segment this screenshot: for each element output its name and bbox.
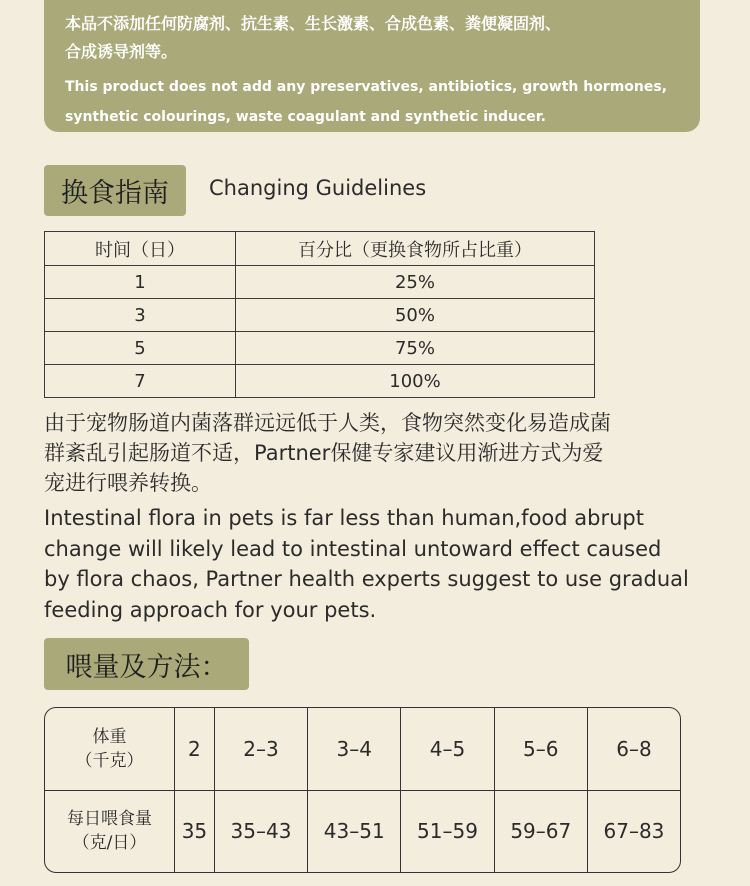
guide-table xyxy=(44,231,595,398)
amount-label-line1: 每日喂食量 xyxy=(67,809,152,830)
guide-header-time: 时间（日） xyxy=(45,232,236,266)
feeding-title: 喂量及方法： xyxy=(44,638,249,690)
amount-row xyxy=(45,790,680,872)
weight-label xyxy=(45,708,175,790)
guide-day: 1 xyxy=(45,266,236,299)
explanation-en-line4: feeding approach for your pets. xyxy=(44,597,377,622)
explanation-en-line3: by flora chaos, Partner health experts suggest to use gradual xyxy=(44,567,689,591)
guide-day: 7 xyxy=(45,365,236,398)
notice-en-line1: This product does not add any preservatives, antibiotics, growth hormones, xyxy=(65,79,668,95)
explanation-zh xyxy=(44,408,704,498)
notice-zh-line1: 本品不添加任何防腐剂、抗生素、生长激素、合成色素、粪便凝固剂、 xyxy=(65,14,562,33)
amount-cell: 51–59 xyxy=(401,790,494,872)
explanation-zh-line1: 由于宠物肠道内菌落群远远低于人类，食物突然变化易造成菌 xyxy=(44,411,611,435)
notice-en-line2: synthetic colourings, waste coagulant and synthetic inducer. xyxy=(65,109,546,125)
amount-label xyxy=(45,790,175,872)
explanation-en xyxy=(44,503,704,625)
guide-title-zh: 换食指南 xyxy=(44,165,186,216)
table-row xyxy=(45,266,595,299)
weight-cell: 4–5 xyxy=(401,708,494,790)
table-row xyxy=(45,332,595,365)
feeding-table-frame xyxy=(44,707,681,873)
weight-label-line2: （千克） xyxy=(75,750,144,771)
guide-header-row xyxy=(45,232,595,266)
amount-cell: 35–43 xyxy=(214,790,307,872)
explanation-zh-line3: 宠进行喂养转换。 xyxy=(44,471,212,495)
feeding-table xyxy=(45,708,680,872)
table-row xyxy=(45,299,595,332)
amount-cell: 67–83 xyxy=(587,790,680,872)
notice-zh-line2: 合成诱导剂等。 xyxy=(65,42,178,61)
guide-title-en: Changing Guidelines xyxy=(209,176,427,200)
guide-percent: 25% xyxy=(236,266,595,299)
guide-header-percent: 百分比（更换食物所占比重） xyxy=(236,232,595,266)
guide-percent: 75% xyxy=(236,332,595,365)
guide-day: 5 xyxy=(45,332,236,365)
guide-percent: 100% xyxy=(236,365,595,398)
amount-cell: 43–51 xyxy=(308,790,401,872)
weight-cell: 2 xyxy=(175,708,215,790)
explanation-en-line1: Intestinal flora in pets is far less than human,food abrupt xyxy=(44,506,644,530)
weight-cell: 2–3 xyxy=(214,708,307,790)
amount-label-line2: （克/日） xyxy=(72,833,147,854)
amount-cell: 59–67 xyxy=(494,790,587,872)
weight-cell: 5–6 xyxy=(494,708,587,790)
notice-banner xyxy=(44,0,700,132)
weight-cell: 6–8 xyxy=(587,708,680,790)
table-row xyxy=(45,365,595,398)
weight-label-line1: 体重 xyxy=(92,726,127,747)
notice-en xyxy=(65,72,680,132)
weight-cell: 3–4 xyxy=(308,708,401,790)
explanation-zh-line2: 群紊乱引起肠道不适，Partner保健专家建议用渐进方式为爱 xyxy=(44,441,604,465)
amount-cell: 35 xyxy=(175,790,215,872)
notice-zh xyxy=(65,10,680,66)
guide-percent: 50% xyxy=(236,299,595,332)
weight-row xyxy=(45,708,680,790)
guide-day: 3 xyxy=(45,299,236,332)
explanation-en-line2: change will likely lead to intestinal untoward effect caused xyxy=(44,536,662,561)
